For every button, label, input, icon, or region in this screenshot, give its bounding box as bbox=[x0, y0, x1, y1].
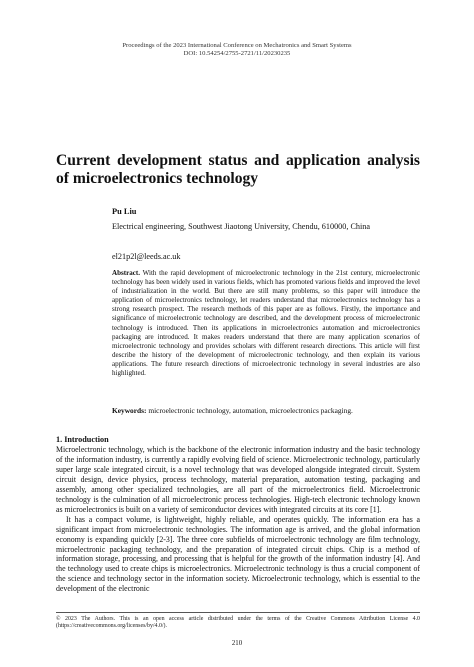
abstract-text: With the rapid development of microelectronic technology in the 21st century, microelectronic technology has been widely used in various fields, which has promoted various fields and improved the level of industrialization in the world. But there are still many problems, so this paper will introduce the application of microelectronics technology, let readers understand that microelectronics technology has a strong research prospect. The research methods of this paper are as follows. Firstly, the importance and significance of microelectronic technology are described, and the development process of microelectronic technology is introduced. Then its applications in microelectronics automation and microelectronics packaging are introduced. It makes readers understand that there are many application scenarios of microelectronic technology and provides scholars with different research directions. This article will first describe the history of the development of microelectronic technology, and then explain its various applications. The future research directions of microelectronic technology in several industries are also highlighted. bbox=[112, 269, 420, 378]
keywords-text: microelectronic technology, automation, microelectronics packaging. bbox=[148, 406, 353, 415]
paragraph: It has a compact volume, is lightweight, highly reliable, and operates quickly. The information era has a significant impact from microelectronic technologies. The information age is arrived, and the global information economy is expanding quickly [2-3]. The three core subfields of microelectronic technology are film technology, microelectronic packaging technology, and the preparation of integrated circuit chips. Chip is a method of information storage, processing, and processing that is helpful for the growth of the information industry [4]. And the technology used to create chips is microelectronics. Microelectronic technology is thus a crucial component of the science and technology sector in the information society. Microelectronic technology, which is essential to the development of the electronic bbox=[56, 514, 420, 594]
license-footnote: © 2023 The Authors. This is an open access article distributed under the terms of the Creative Commons Attribution License 4.0 (https://creativecommons.org/licenses/by/4.0/). bbox=[56, 616, 420, 630]
keywords-label: Keywords: bbox=[112, 406, 147, 415]
page-number: 210 bbox=[231, 640, 243, 647]
footer-rule bbox=[56, 612, 420, 613]
doi-line: DOI: 10.54254/2755-2721/11/20230235 bbox=[183, 50, 291, 58]
author-name: Pu Liu bbox=[112, 207, 137, 216]
section-body bbox=[56, 445, 420, 594]
section-heading: 1. Introduction bbox=[56, 435, 109, 444]
author-email: el21p2l@leeds.ac.uk bbox=[112, 252, 181, 261]
abstract bbox=[112, 269, 420, 378]
paper-title: Current development status and application analysis of microelectronics technology bbox=[56, 152, 420, 187]
keywords bbox=[112, 406, 420, 415]
paragraph: Microelectronic technology, which is the backbone of the electronic information industry and the basic technology of the information industry, is currently a rapidly evolving field of science. Microelectronic technology, particularly super large scale integrated circuit, is a novel technology that was developed alongside integrated circuit. System circuit design, device physics, process technology, material preparation, automation testing, packaging and assembly, among other specialized technologies, are all part of the microelectronics field. Microelectronic technology is the culmination of all microelectronic process technologies. High-tech electronic technology known as microelectronics is built on a variety of semiconductor devices with integrated circuits at its core [1]. bbox=[56, 445, 420, 514]
abstract-label: Abstract. bbox=[112, 269, 140, 277]
running-header bbox=[0, 42, 474, 58]
proceedings-line: Proceedings of the 2023 International Conference on Mechatronics and Smart Systems bbox=[122, 42, 352, 49]
author-affiliation: Electrical engineering, Southwest Jiaotong University, Chendu, 610000, China bbox=[112, 222, 371, 231]
